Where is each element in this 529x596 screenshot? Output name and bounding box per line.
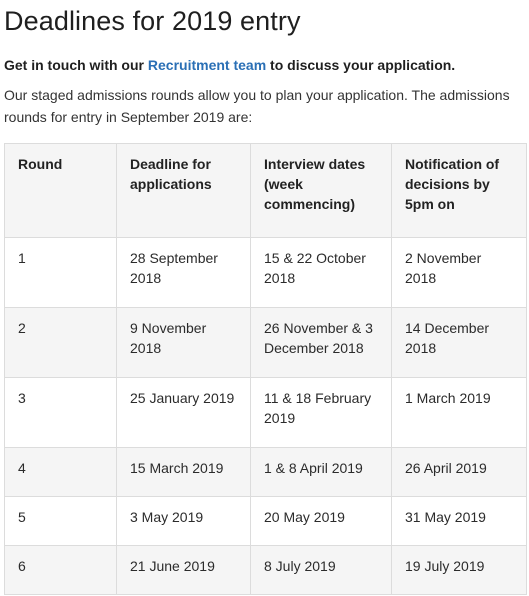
contact-suffix: to discuss your application.: [270, 57, 456, 73]
cell-deadline: 15 March 2019: [117, 448, 251, 497]
table-row: [5, 546, 527, 595]
cell-deadline: 21 June 2019: [117, 546, 251, 595]
cell-notification: 26 April 2019: [392, 448, 527, 497]
cell-round: 4: [5, 448, 117, 497]
table-row: [5, 448, 527, 497]
contact-prefix: Get in touch with our: [4, 57, 144, 73]
table-row: [5, 497, 527, 546]
cell-round: 5: [5, 497, 117, 546]
cell-round: 3: [5, 378, 117, 448]
deadlines-table: [4, 143, 527, 595]
table-row: [5, 308, 527, 378]
cell-interview-dates: 1 & 8 April 2019: [251, 448, 392, 497]
cell-round: 1: [5, 238, 117, 308]
cell-notification: 31 May 2019: [392, 497, 527, 546]
cell-notification: 2 November 2018: [392, 238, 527, 308]
table-header-row: [5, 144, 527, 238]
cell-deadline: 28 September 2018: [117, 238, 251, 308]
column-header-notification: Notification of decisions by 5pm on: [392, 144, 527, 238]
column-header-deadline: Deadline for applications: [117, 144, 251, 238]
cell-deadline: 9 November 2018: [117, 308, 251, 378]
cell-notification: 19 July 2019: [392, 546, 527, 595]
cell-interview-dates: 15 & 22 October 2018: [251, 238, 392, 308]
recruitment-team-link[interactable]: Recruitment team: [147, 57, 267, 73]
cell-interview-dates: 26 November & 3 December 2018: [251, 308, 392, 378]
table-row: [5, 378, 527, 448]
contact-line: [4, 56, 525, 74]
cell-round: 6: [5, 546, 117, 595]
cell-deadline: 3 May 2019: [117, 497, 251, 546]
column-header-round: Round: [5, 144, 117, 238]
cell-interview-dates: 20 May 2019: [251, 497, 392, 546]
cell-interview-dates: 11 & 18 February 2019: [251, 378, 392, 448]
table-row: [5, 238, 527, 308]
intro-paragraph: Our staged admissions rounds allow you to plan your application. The admissions rounds for entry in September 2019 are:: [4, 87, 510, 125]
cell-interview-dates: 8 July 2019: [251, 546, 392, 595]
cell-round: 2: [5, 308, 117, 378]
column-header-interview-dates: Interview dates (week commencing): [251, 144, 392, 238]
cell-notification: 1 March 2019: [392, 378, 527, 448]
cell-deadline: 25 January 2019: [117, 378, 251, 448]
page-title: Deadlines for 2019 entry: [4, 6, 301, 36]
cell-notification: 14 December 2018: [392, 308, 527, 378]
